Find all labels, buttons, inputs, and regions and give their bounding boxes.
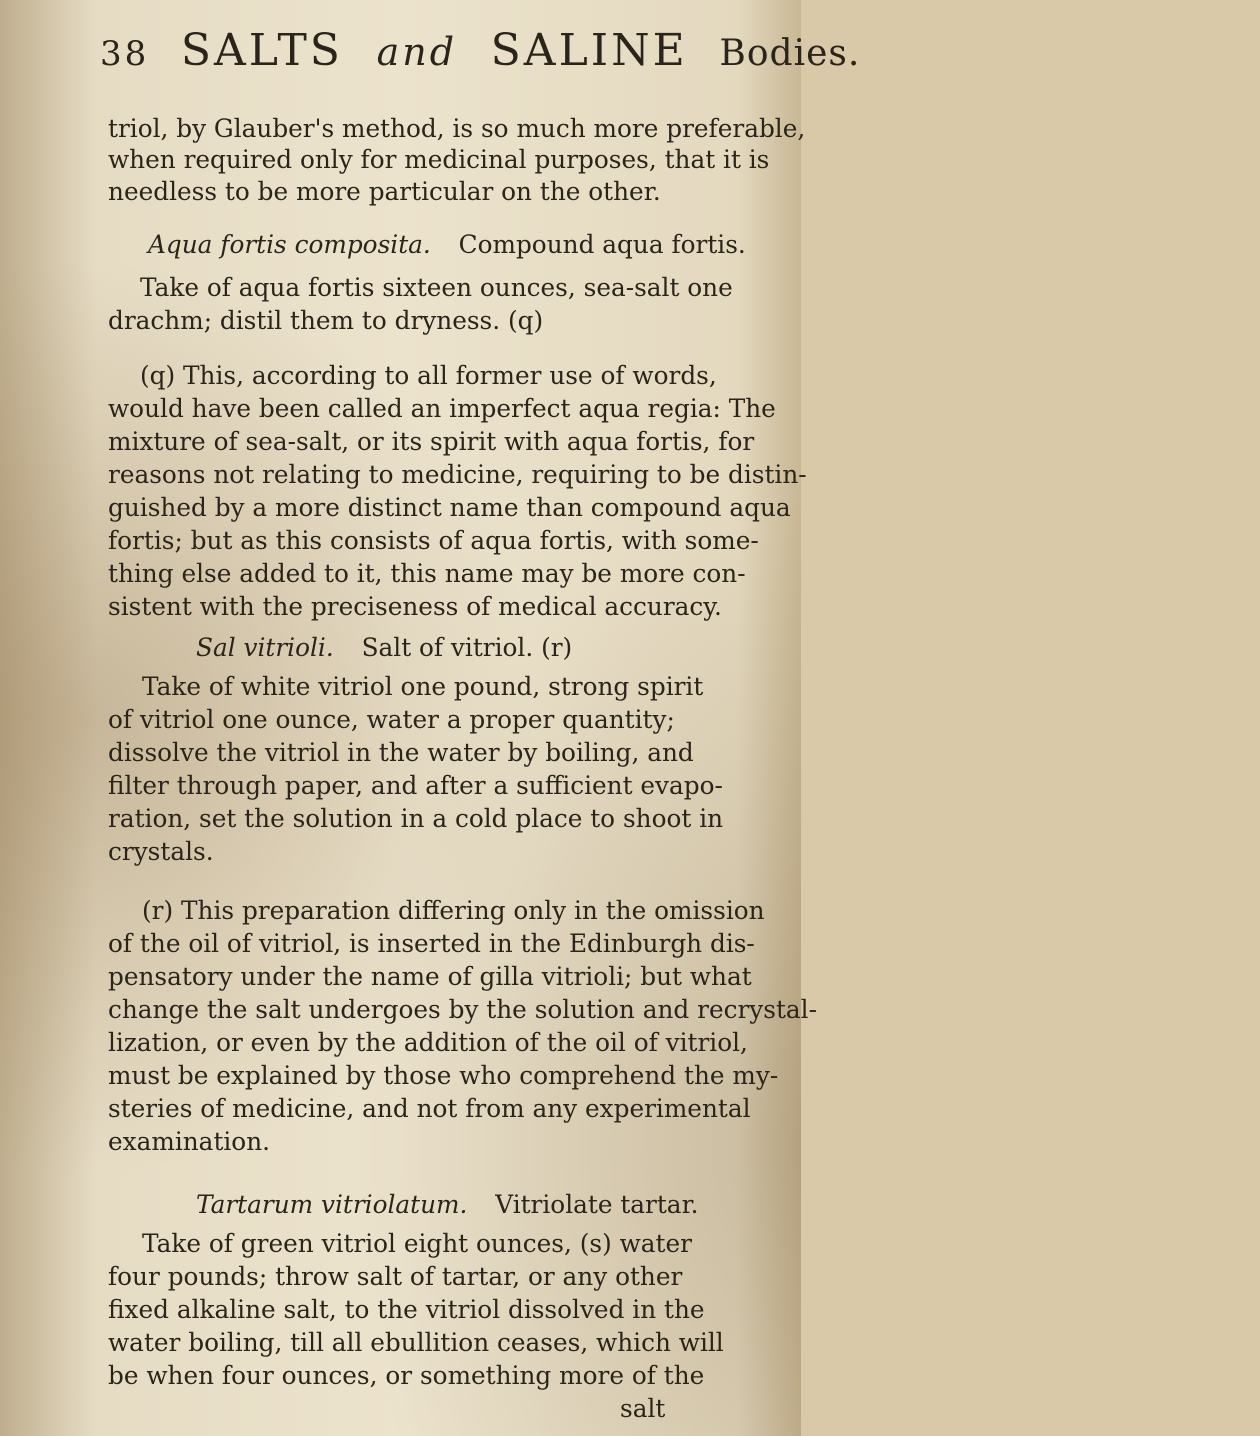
footnote-line: mixture of sea-salt, or its spirit with aqua fortis, for (108, 426, 755, 456)
footnote-line: guished by a more distinct name than compound aqua (108, 493, 791, 522)
running-header (100, 22, 861, 84)
footnote-line: examination. (108, 1126, 271, 1156)
footnote-line: pensatory under the name of gilla vitrioli; but what (108, 961, 752, 991)
text-line: needless to be more particular on the other. (108, 176, 661, 206)
text-line: water boiling, till all ebullition ceases, which will (108, 1328, 724, 1357)
footnote-line: lization, or even by the addition of the oil of vitriol, (108, 1027, 748, 1057)
footnote-line: of the oil of vitriol, is inserted in the Edinburgh dis- (108, 928, 755, 958)
section-heading-aqua-fortis (148, 228, 788, 262)
header-word-bodies: Bodies. (719, 33, 861, 74)
section-heading-sal-vitrioli (196, 631, 836, 665)
header-word-saline: SALINE (490, 25, 688, 76)
section-heading-tartarum (196, 1188, 836, 1222)
page-number: 38 (100, 34, 150, 74)
heading-english: Vitriolate tartar. (495, 1189, 699, 1219)
heading-latin: Tartarum vitriolatum. (196, 1189, 468, 1219)
footnote-line: (r) This preparation differing only in the omission (142, 895, 765, 925)
text-line: four pounds; throw salt of tartar, or any other (108, 1261, 683, 1291)
footnote-line: must be explained by those who comprehend the my- (108, 1060, 779, 1090)
text-line: crystals. (108, 837, 214, 867)
footnote-line: sistent with the preciseness of medical accuracy. (108, 592, 722, 621)
text-line: triol, by Glauber's method, is so much more preferable, (108, 114, 806, 143)
text-line: drachm; distil them to dryness. (q) (108, 305, 544, 335)
text-line: filter through paper, and after a sufficient evapo- (108, 771, 723, 801)
header-word-salts: SALTS (180, 25, 343, 76)
text-line: ration, set the solution in a cold place to shoot in (108, 804, 724, 834)
text-line: of vitriol one ounce, water a proper quantity; (108, 705, 675, 735)
text-line: Take of green vitriol eight ounces, (s) water (142, 1228, 692, 1258)
footnote-line: thing else added to it, this name may be more con- (108, 559, 746, 588)
footnote-line: change the salt undergoes by the solution and recrystal- (108, 994, 817, 1024)
text-line: fixed alkaline salt, to the vitriol dissolved in the (108, 1294, 705, 1324)
header-word-and: and (376, 30, 458, 74)
heading-latin: Sal vitrioli. (196, 632, 334, 662)
heading-latin: Aqua fortis composita. (148, 230, 431, 260)
heading-english: Salt of vitriol. (r) (361, 632, 573, 662)
footnote-line: (q) This, according to all former use of words, (140, 360, 717, 390)
text-line: Take of aqua fortis sixteen ounces, sea-salt one (140, 272, 733, 302)
text-line: be when four ounces, or something more of the (108, 1361, 705, 1390)
footnote-line: fortis; but as this consists of aqua fortis, with some- (108, 526, 759, 555)
footnote-line: would have been called an imperfect aqua regia: The (108, 393, 776, 423)
footnote-line: steries of medicine, and not from any experimental (108, 1093, 751, 1123)
text-line: dissolve the vitriol in the water by boiling, and (108, 738, 694, 768)
text-line: when required only for medicinal purposes, that it is (108, 145, 770, 175)
footnote-line: reasons not relating to medicine, requiring to be distin- (108, 459, 807, 489)
text-line: Take of white vitriol one pound, strong spirit (142, 672, 704, 702)
heading-english: Compound aqua fortis. (458, 230, 746, 260)
catchword: salt (620, 1394, 666, 1423)
